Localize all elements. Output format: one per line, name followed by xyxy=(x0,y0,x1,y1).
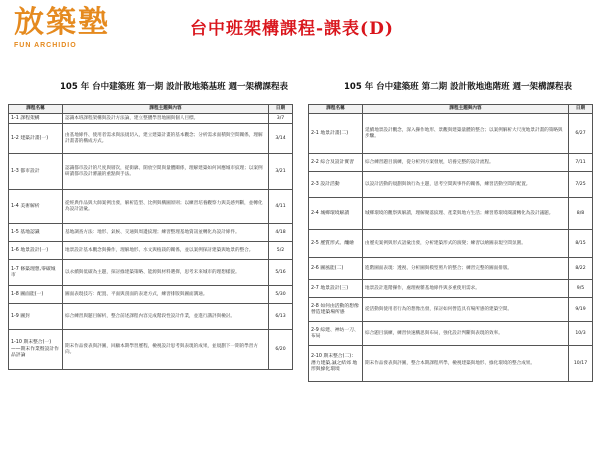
course-content: 地景設計基本觀念與操作，理解地形、水文與植栽的關係，並以案例探討建築與地景的整合。 xyxy=(63,242,269,260)
table-row xyxy=(309,114,593,154)
course-name: 1-5 基地認識 xyxy=(9,224,63,242)
course-name: 1-8 圖面能(一) xyxy=(9,286,63,304)
course-date: 4/11 xyxy=(269,190,293,224)
course-date: 6/13 xyxy=(269,304,293,330)
semester-1-table xyxy=(8,104,293,370)
course-date: 3/21 xyxy=(269,154,293,190)
page-header xyxy=(0,0,600,60)
course-content: 以永續與低碳為主題，探討綠建築策略、能源與材料選擇，思考未來城市的理想樣貌。 xyxy=(63,260,269,286)
course-content: 認識本班課程架構與設計方法論，建立整體學習地圖與個人目標。 xyxy=(63,114,269,124)
table-row xyxy=(9,330,293,370)
course-content: 綜合練習與題目解析，整合前述課程內容完成階段性設計作業，並進行講評與檢討。 xyxy=(63,304,269,330)
course-date: 5/30 xyxy=(269,286,293,304)
course-content: 延續地景設計觀念，深入操作地形、景觀與建築量體的整合；以案例解析大尺度地景計畫的策略與步驟。 xyxy=(363,114,569,154)
course-name: 2-4 城鄉環境解讀 xyxy=(309,198,363,230)
col-header-content: 課程主題與內容 xyxy=(63,105,269,114)
table-row xyxy=(309,198,593,230)
course-content: 綜合練習題目演練，從分析到方案發展，培養完整的設計流程。 xyxy=(363,154,569,172)
course-date: 5/2 xyxy=(269,242,293,260)
course-name: 1-1 課程架構 xyxy=(9,114,63,124)
course-date: 9/19 xyxy=(569,298,593,322)
course-content: 基地調查方法：地形、氣候、交通與周邊紋理；練習整理基地資訊並轉化為設計條件。 xyxy=(63,224,269,242)
course-date: 7/11 xyxy=(569,154,593,172)
course-content: 從活動與使用者行為的想像出發，探討如何營造具有場所感的建築空間。 xyxy=(363,298,569,322)
table-row xyxy=(9,260,293,286)
course-name: 2-9 綜建、神坊一刀、布局 xyxy=(309,322,363,346)
course-name: 2-7 地景設計(三) xyxy=(309,280,363,298)
table-row xyxy=(309,298,593,322)
col-header-name: 課程名稱 xyxy=(309,105,363,114)
course-content: 由歷史案例與形式語彙出發，分析建築形式的演變；練習以繪圖表現空間氛圍。 xyxy=(363,230,569,258)
course-content: 地景設計進階操作，處理複雜基地條件與多重使用需求。 xyxy=(363,280,569,298)
course-date: 8/8 xyxy=(569,198,593,230)
table-row xyxy=(9,286,293,304)
table-header-row xyxy=(9,105,293,114)
logo-subtitle: FUN ARCHIDIO xyxy=(14,42,77,49)
course-name: 1-4 美術解析 xyxy=(9,190,63,224)
page-title: 台中班架構課程-課表(D) xyxy=(190,19,394,39)
course-name: 2-2 綜合及設計實習 xyxy=(309,154,363,172)
course-date: 6/20 xyxy=(269,330,293,370)
col-header-name: 課程名稱 xyxy=(9,105,63,114)
course-content: 期末作品發表與評圖，整合本期課程所學，檢視建築與地形、綠化環境的整合成果。 xyxy=(363,346,569,382)
course-name: 2-1 地景計畫(二) xyxy=(309,114,363,154)
course-date: 4/18 xyxy=(269,224,293,242)
fun-archidio-logo xyxy=(14,6,124,56)
course-content: 期末作品發表與評圖，回顧本期學習歷程，檢視設計思考與表現的成果，並規劃下一期的學習方向。 xyxy=(63,330,269,370)
col-header-date: 日期 xyxy=(569,105,593,114)
semester-2-table xyxy=(308,104,593,382)
course-content: 綜合題目演練，練習快速構思與布局，強化設計判斷與表現的效率。 xyxy=(363,322,569,346)
table-row xyxy=(309,172,593,198)
course-name: 2-8 如何由活動的想像營造建築場所感 xyxy=(309,298,363,322)
table-row xyxy=(309,258,593,280)
course-name: 2-3 設計活動 xyxy=(309,172,363,198)
col-header-date: 日期 xyxy=(269,105,293,114)
course-name: 1-6 地景設計(一) xyxy=(9,242,63,260)
table-row xyxy=(9,304,293,330)
table-row xyxy=(309,280,593,298)
course-content: 從經典作品與大師案例出發，解析造型、比例與構圖原則；以練習培養觀察力與美感判斷，並轉化為設計語彙。 xyxy=(63,190,269,224)
col-header-content: 課程主題與內容 xyxy=(363,105,569,114)
course-name: 1-10 期末整合(一)——期末作業暨設計作品評論 xyxy=(9,330,63,370)
course-date: 10/3 xyxy=(569,322,593,346)
table-row xyxy=(9,190,293,224)
course-content: 認識都市設計的尺度與層次，從街廓、開放空間與量體關係，理解建築如何回應城市紋理；以案例研讀都市設計審議的重點與手法。 xyxy=(63,154,269,190)
table-row xyxy=(309,322,593,346)
course-content: 以設計活動的規劃與執行為主題，思考空間與事件的關係，練習活動空間的配置。 xyxy=(363,172,569,198)
course-date: 3/14 xyxy=(269,124,293,154)
course-name: 2-10 期末整合(二)：潛力建築,誠之結郊 地形與綠化環境 xyxy=(309,346,363,382)
course-name: 2-6 圖風能(二) xyxy=(309,258,363,280)
course-date: 10/17 xyxy=(569,346,593,382)
course-content: 圖面表現技巧：配置、平面與剖面的表達方式，練習排版與圖面溝通。 xyxy=(63,286,269,304)
table-row xyxy=(9,224,293,242)
course-content: 城鄉環境的觀察與解讀，理解聚落紋理、產業與地方生活；練習將環境閱讀轉化為設計議題。 xyxy=(363,198,569,230)
course-content: 進階圖面表現：透視、分析圖與模型照片的整合；練習完整的圖面排版。 xyxy=(363,258,569,280)
table-row xyxy=(9,124,293,154)
course-name: 1-7 修築理想,零碳城市 xyxy=(9,260,63,286)
table-header-row xyxy=(309,105,593,114)
semester-1-title: 105 年 台中建築班 第一期 設計散地築基班 週一架構課程表 xyxy=(60,82,289,92)
table-row xyxy=(9,242,293,260)
table-row xyxy=(309,154,593,172)
semester-2-title: 105 年 台中建築班 第二期 設計散地進階班 週一架構課程表 xyxy=(344,82,573,92)
table-row xyxy=(9,114,293,124)
course-date: 8/15 xyxy=(569,230,593,258)
course-date: 3/7 xyxy=(269,114,293,124)
course-name: 2-5 歷質形式、釀繪 xyxy=(309,230,363,258)
course-name: 1-2 建築計畫(一) xyxy=(9,124,63,154)
course-content: 由基地條件、使用者需求與法規切入，建立建築計畫的基本觀念；分析需求面積與空間關係，理解計畫書的構成方式。 xyxy=(63,124,269,154)
table-row xyxy=(309,346,593,382)
table-row xyxy=(309,230,593,258)
course-date: 9/5 xyxy=(569,280,593,298)
course-name: 1-9 圖封 xyxy=(9,304,63,330)
course-date: 7/25 xyxy=(569,172,593,198)
course-date: 8/22 xyxy=(569,258,593,280)
logo-glyphs: 放築塾 xyxy=(14,5,110,40)
course-date: 5/16 xyxy=(269,260,293,286)
course-name: 1-3 都市設計 xyxy=(9,154,63,190)
course-date: 6/27 xyxy=(569,114,593,154)
table-row xyxy=(9,154,293,190)
